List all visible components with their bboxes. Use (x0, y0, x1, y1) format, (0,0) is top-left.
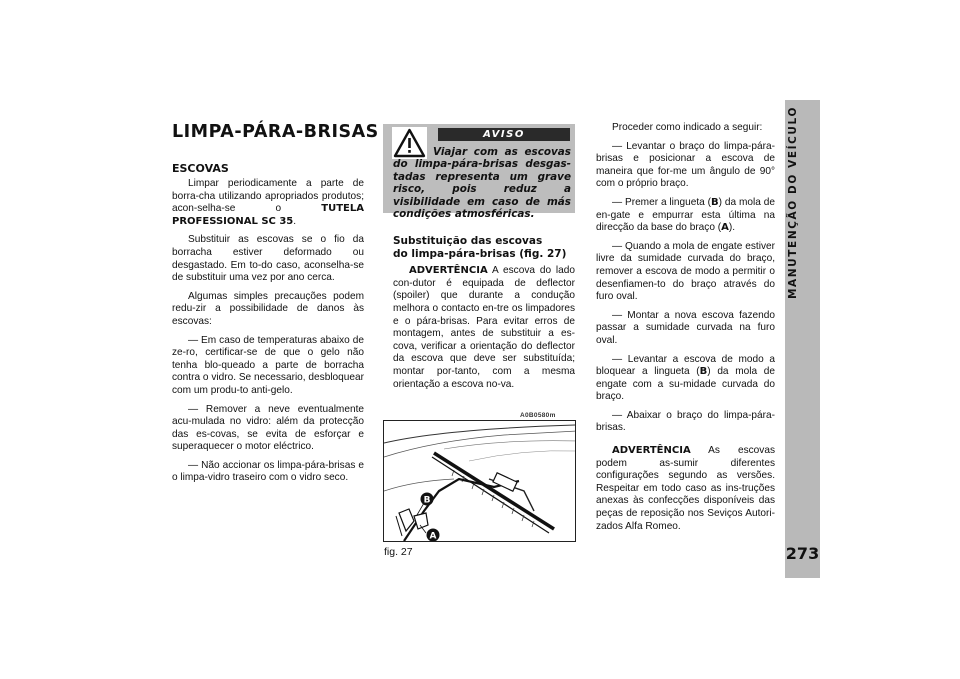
figure-wiper-arm (383, 420, 576, 542)
paragraph-procedure-intro: Proceder como indicado a seguir: (612, 122, 763, 133)
advice-text: A escova do lado con-dutor é equipada de deflector (spoiler) que durante a condução melhora o contacto en-tre os limpadores e o pára-brisas. Para evitar erros de montagem, antes de substituir a es-cova, verificar a orientação do deflector da escova que deve ser substituída; montar por-tanto, com a mesma orientação a escova no-va. (393, 265, 575, 390)
paragraph-step-lower: — Abaixar o braço do limpa-pára-brisas. (596, 409, 775, 434)
ref-b: B (699, 366, 708, 378)
page-number: 273 (785, 544, 820, 563)
subheading-line-1: Substituição das escovas (393, 235, 543, 247)
warning-box (383, 124, 575, 221)
paragraph-step-press (596, 197, 775, 235)
column-middle (383, 124, 575, 397)
paragraph-step-mount: — Montar a nova escova fazendo passar a sumidade curvada na furo oval. (596, 309, 775, 346)
warning-text-body: Viajar com as escovas do limpa-pára-brisas desgas-tadas representa um grave risco, pois reduz a visibilidade em caso de más condições atmosféricas. (393, 146, 571, 221)
callout-b-label: B (423, 495, 431, 506)
paragraph-text-end: . (293, 215, 297, 227)
paragraph-ice: — Em caso de temperaturas abaixo de ze-ro, certificar-se de que o gelo não tenha blo-queado a parte de borracha contra o vidro. Se necessario, desbloquear com um produ-to anti-gelo. (172, 334, 364, 396)
callout-b (421, 493, 434, 506)
wiper-illustration (384, 421, 576, 542)
subheading-line-2: do limpa-pára-brisas (fig. 27) (393, 247, 567, 260)
advice-label: ADVERTÊNCIA (409, 265, 488, 277)
step-text-2: ) da mola de engate com a su-midade curvada do braço. (596, 366, 775, 403)
figure-code: A0B0580m (520, 412, 556, 419)
section-tab-label: MANUTENÇÃO DO VEÍCULO (787, 106, 799, 300)
column-right (596, 122, 775, 539)
paragraph-snow: — Remover a neve eventualmente acu-mulada no vidro: além da protecção das es-covas, se evita de esforçar e superaquecer o motor eléctrico. (172, 403, 364, 453)
paragraph-configurations-advice (596, 445, 775, 533)
step-text-3: ). (728, 222, 736, 234)
paragraph-deflector-advice (393, 265, 575, 391)
subheading-escovas: ESCOVAS (172, 162, 229, 175)
warning-label: AVISO (438, 128, 570, 141)
callout-a (427, 529, 440, 542)
paragraph-replace: Substituir as escovas se o fio da borracha estiver deformado ou desgastado. Em to-do caso, aconselha-se de substituir uma vez por ano cerca. (172, 234, 364, 284)
ref-a: A (721, 222, 729, 234)
paragraph-cleaning (172, 178, 364, 228)
page-title: LIMPA-PÁRA-BRISAS (172, 122, 379, 142)
callout-a-label: A (429, 531, 437, 542)
paragraph-step-remove: — Quando a mola de engate estiver livre da sumidade curvada do braço, remover a escova de modo a permitir o desenfiamen-to do braço através do furo oval. (596, 240, 775, 303)
subheading-replacement (393, 235, 575, 260)
ref-b: B (711, 196, 719, 208)
column-left (172, 122, 379, 491)
paragraph-step-lock (596, 354, 775, 404)
step-text-2: ) da mola de en-gate e empurrar esta última na direcção da base do braço ( (596, 196, 775, 234)
advice-label: ADVERTÊNCIA (612, 445, 691, 457)
section-side-tab (785, 100, 820, 578)
paragraph-step-raise: — Levantar o braço do limpa-pára-brisas e posicionar a escova de maneira que for-me um ângulo de 90° com o próprio braço. (596, 140, 775, 190)
advice-text: As escovas podem as-sumir diferentes configurações segundo as versões. Respeitar em todo caso as ins-truções anexas às confecções disponíveis das peças de reposição nos Seviços Autori-zados Alfa Romeo. (596, 445, 775, 532)
paragraph-precautions: Algumas simples precauções podem redu-zir a possibilidade de danos às escovas: (172, 290, 364, 327)
warning-text (393, 146, 571, 220)
paragraph-dry-glass: — Não accionar os limpa-pára-brisas e o limpa-vidro traseiro com o vidro seco. (172, 459, 364, 484)
step-text: — Levantar a escova de modo a bloquear a lingueta ( (596, 353, 775, 378)
paragraph-text: Limpar periodicamente a parte de borra-cha utilizando apropriados produtos; acon-selha-se o (172, 178, 364, 215)
step-text: — Premer a lingueta ( (612, 196, 712, 208)
product-name: TUTELA PROFESSIONAL SC 35 (172, 203, 364, 227)
figure-caption: fig. 27 (384, 546, 413, 558)
